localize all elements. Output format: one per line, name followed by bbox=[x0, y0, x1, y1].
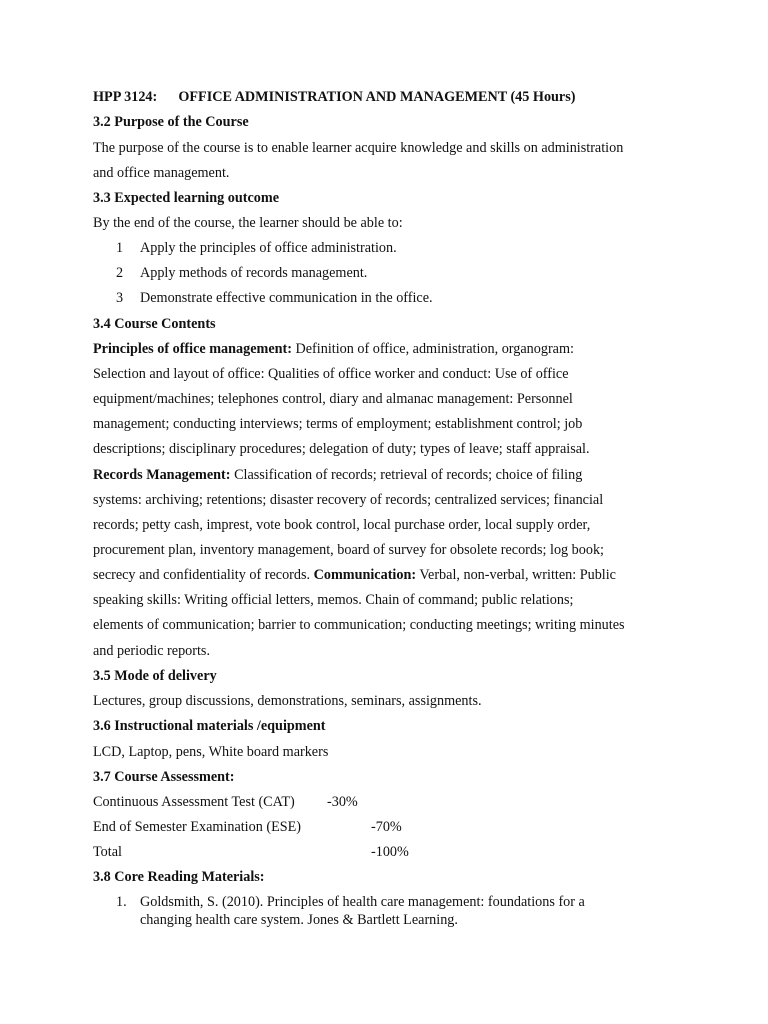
assessment-value: -70% bbox=[371, 819, 402, 835]
list-item-text: Goldsmith, S. (2010). Principles of health care management: foundations for a bbox=[140, 894, 585, 910]
communication-text: Verbal, non-verbal, written: Public bbox=[416, 567, 616, 583]
assessment-value: -30% bbox=[327, 794, 358, 810]
communication-line: elements of communication; barrier to communication; conducting meetings; writing minutes bbox=[93, 617, 625, 633]
course-name: OFFICE ADMINISTRATION AND MANAGEMENT (45 Hours) bbox=[178, 89, 576, 105]
principles-line: Selection and layout of office: Qualities of office worker and conduct: Use of office bbox=[93, 366, 569, 382]
outcome-intro: By the end of the course, the learner should be able to: bbox=[93, 215, 403, 231]
assessment-heading: 3.7 Course Assessment: bbox=[93, 769, 235, 785]
assessment-value: -100% bbox=[371, 844, 409, 860]
assessment-label: End of Semester Examination (ESE) bbox=[93, 819, 302, 835]
principles-line: descriptions; disciplinary procedures; delegation of duty; types of leave; staff appraisal. bbox=[93, 441, 590, 457]
records-line: systems: archiving; retentions; disaster recovery of records; centralized services; financial bbox=[93, 492, 604, 508]
contents-heading: 3.4 Course Contents bbox=[93, 316, 216, 332]
course-code: HPP 3124: bbox=[93, 89, 158, 105]
assessment-label: Total bbox=[93, 844, 122, 860]
list-item-number: 2 bbox=[116, 265, 124, 281]
delivery-text: Lectures, group discussions, demonstrations, seminars, assignments. bbox=[93, 693, 482, 709]
purpose-line: and office management. bbox=[93, 165, 230, 181]
list-item-text: Apply methods of records management. bbox=[140, 265, 368, 281]
materials-text: LCD, Laptop, pens, White board markers bbox=[93, 744, 329, 760]
course-title bbox=[93, 88, 575, 106]
communication-label: Communication: bbox=[313, 567, 417, 583]
records-line: records; petty cash, imprest, vote book control, local purchase order, local supply order, bbox=[93, 517, 591, 533]
assessment-label: Continuous Assessment Test (CAT) bbox=[93, 794, 295, 810]
communication-line: and periodic reports. bbox=[93, 643, 211, 659]
principles-line: equipment/machines; telephones control, diary and almanac management: Personnel bbox=[93, 391, 573, 407]
principles-line: management; conducting interviews; terms of employment; establishment control; job bbox=[93, 416, 583, 432]
reading-heading: 3.8 Core Reading Materials: bbox=[93, 869, 265, 885]
records-last-text: secrecy and confidentiality of records. bbox=[93, 567, 314, 583]
outcome-heading: 3.3 Expected learning outcome bbox=[93, 190, 279, 206]
list-item-text: Apply the principles of office administration. bbox=[140, 240, 397, 256]
list-item-number: 3 bbox=[116, 290, 124, 306]
records-paragraph-start bbox=[93, 466, 582, 484]
principles-paragraph-start bbox=[93, 340, 574, 358]
records-text: Classification of records; retrieval of records; choice of filing bbox=[230, 467, 583, 483]
list-item-number: 1. bbox=[116, 894, 127, 910]
materials-heading: 3.6 Instructional materials /equipment bbox=[93, 718, 326, 734]
purpose-heading: 3.2 Purpose of the Course bbox=[93, 114, 249, 130]
list-item-number: 1 bbox=[116, 240, 124, 256]
communication-line: speaking skills: Writing official letters, memos. Chain of command; public relations; bbox=[93, 592, 574, 608]
delivery-heading: 3.5 Mode of delivery bbox=[93, 668, 217, 684]
records-communication-line bbox=[93, 566, 616, 584]
list-item-text: Demonstrate effective communication in the office. bbox=[140, 290, 433, 306]
records-label: Records Management: bbox=[93, 467, 231, 483]
principles-label: Principles of office management: bbox=[93, 341, 292, 357]
purpose-line: The purpose of the course is to enable learner acquire knowledge and skills on administration bbox=[93, 140, 624, 156]
list-item-text: changing health care system. Jones & Bartlett Learning. bbox=[140, 912, 458, 928]
principles-text: Definition of office, administration, organogram: bbox=[291, 341, 574, 357]
records-line: procurement plan, inventory management, board of survey for obsolete records; log book; bbox=[93, 542, 604, 558]
